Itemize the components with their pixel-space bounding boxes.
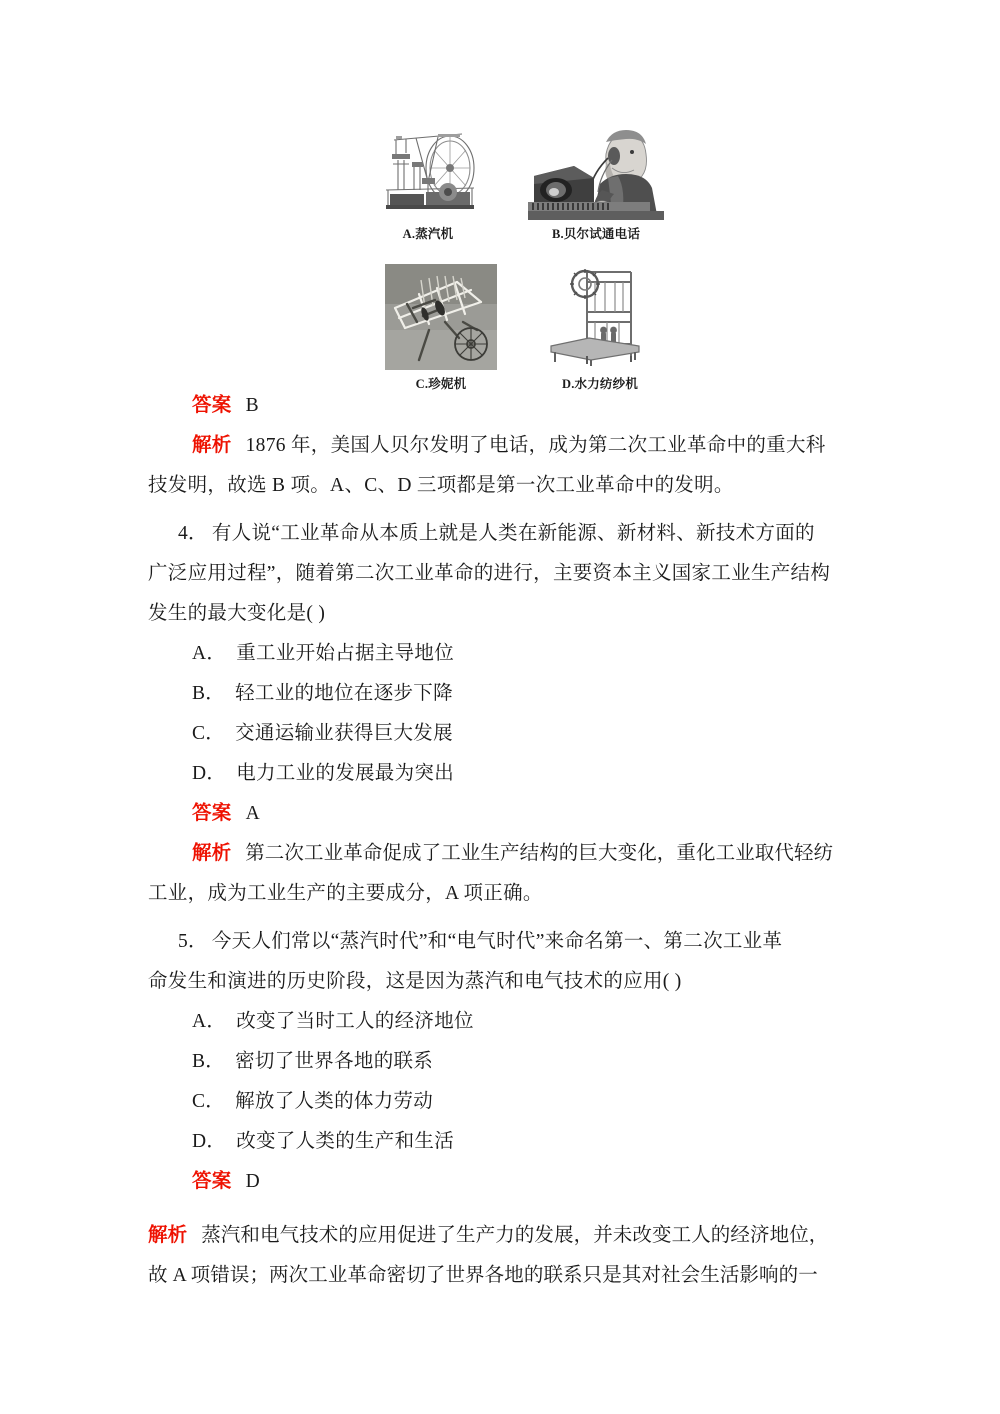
analysis-tag: 解析 [192, 843, 232, 864]
analysis-text: 第二次工业革命促成了工业生产结构的巨大变化，重化工业取代轻纺 [245, 843, 834, 864]
answer-value: A [245, 803, 260, 824]
q4-option-b[interactable] [148, 674, 856, 714]
figure-row-1 [340, 120, 700, 242]
steam-engine-image [376, 120, 480, 220]
option-letter: B． [192, 683, 226, 704]
answer-tag: 答案 [192, 803, 232, 824]
answer-value: B [245, 395, 259, 416]
paragraph-spacer [148, 506, 856, 514]
exercise-content [148, 386, 856, 1296]
option-text: 轻工业的地位在逐步下降 [235, 683, 453, 704]
q4-analysis-line-2: 工业，成为工业生产的主要成分，A 项正确。 [148, 883, 543, 904]
option-letter: C． [192, 723, 226, 744]
figure-row-2 [340, 260, 700, 392]
option-text: 解放了人类的体力劳动 [235, 1091, 434, 1112]
answer-tag: 答案 [192, 1171, 232, 1192]
q4-option-a[interactable] [148, 634, 856, 674]
analysis-text: 1876 年，美国人贝尔发明了电话，成为第二次工业革命中的重大科 [245, 435, 826, 456]
option-text: 交通运输业获得巨大发展 [235, 723, 453, 744]
q5-stem-line-2: 命发生和演进的历史阶段，这是因为蒸汽和电气技术的应用( ) [148, 971, 682, 992]
figure-group [340, 120, 700, 392]
option-text: 改变了人类的生产和生活 [236, 1131, 454, 1152]
q5-analysis-line-2: 故 A 项错误；两次工业革命密切了世界各地的联系只是其对社会生活影响的一 [148, 1265, 818, 1286]
q3-analysis-line-2: 技发明，故选 B 项。A、C、D 三项都是第一次工业革命中的发明。 [148, 475, 734, 496]
option-letter: D． [192, 763, 227, 784]
analysis-tag: 解析 [192, 435, 232, 456]
water-frame-image [545, 260, 655, 370]
option-text: 改变了当时工人的经济地位 [236, 1011, 474, 1032]
question-stem-text: 有人说“工业革命从本质上就是人类在新能源、新材料、新技术方面的 [211, 523, 815, 544]
figure-cell-water-frame [545, 260, 655, 392]
q4-stem-line-2: 广泛应用过程”，随着第二次工业革命的进行，主要资本主义国家工业生产结构 [148, 563, 831, 584]
q5-analysis-line-1 [148, 1216, 856, 1256]
option-letter: A． [192, 643, 227, 664]
analysis-text: 蒸汽和电气技术的应用促进了生产力的发展，并未改变工人的经济地位， [201, 1225, 829, 1246]
bell-telephone-image [528, 128, 664, 220]
q4-option-c[interactable] [148, 714, 856, 754]
analysis-tag: 解析 [148, 1225, 188, 1246]
option-text: 密切了世界各地的联系 [235, 1051, 434, 1072]
option-letter: C． [192, 1091, 226, 1112]
q5-stem-line-1 [148, 922, 856, 962]
figure-caption: D.水力纺纱机 [561, 377, 639, 391]
q3-answer-line [148, 386, 856, 426]
option-letter: A． [192, 1011, 227, 1032]
paragraph-spacer [148, 1202, 856, 1216]
q4-stem-line-1 [148, 514, 856, 554]
figure-cell-spinning-jenny [385, 264, 497, 392]
q5-option-a[interactable] [148, 1002, 856, 1042]
answer-tag: 答案 [192, 395, 232, 416]
q4-analysis-line-1 [148, 834, 856, 874]
question-number: 5． [178, 931, 208, 952]
q5-option-d[interactable] [148, 1122, 856, 1162]
option-text: 电力工业的发展最为突出 [236, 763, 454, 784]
figure-caption: C.珍妮机 [415, 377, 467, 391]
figure-cell-steam-engine [376, 120, 480, 242]
q4-stem-line-3: 发生的最大变化是( ) [148, 603, 326, 624]
question-number: 4． [178, 523, 208, 544]
q3-analysis-line-1 [148, 426, 856, 466]
option-letter: B． [192, 1051, 226, 1072]
q4-option-d[interactable] [148, 754, 856, 794]
q5-option-c[interactable] [148, 1082, 856, 1122]
answer-value: D [245, 1171, 260, 1192]
q5-answer-line [148, 1162, 856, 1202]
option-letter: D． [192, 1131, 227, 1152]
q4-answer-line [148, 794, 856, 834]
figure-caption: B.贝尔试通电话 [551, 227, 641, 241]
question-stem-text: 今天人们常以“蒸汽时代”和“电气时代”来命名第一、第二次工业革 [211, 931, 783, 952]
option-text: 重工业开始占据主导地位 [236, 643, 454, 664]
paragraph-spacer [148, 914, 856, 922]
figure-cell-bell-telephone [528, 128, 664, 242]
q5-option-b[interactable] [148, 1042, 856, 1082]
figure-caption: A.蒸汽机 [402, 227, 454, 241]
spinning-jenny-image [385, 264, 497, 370]
